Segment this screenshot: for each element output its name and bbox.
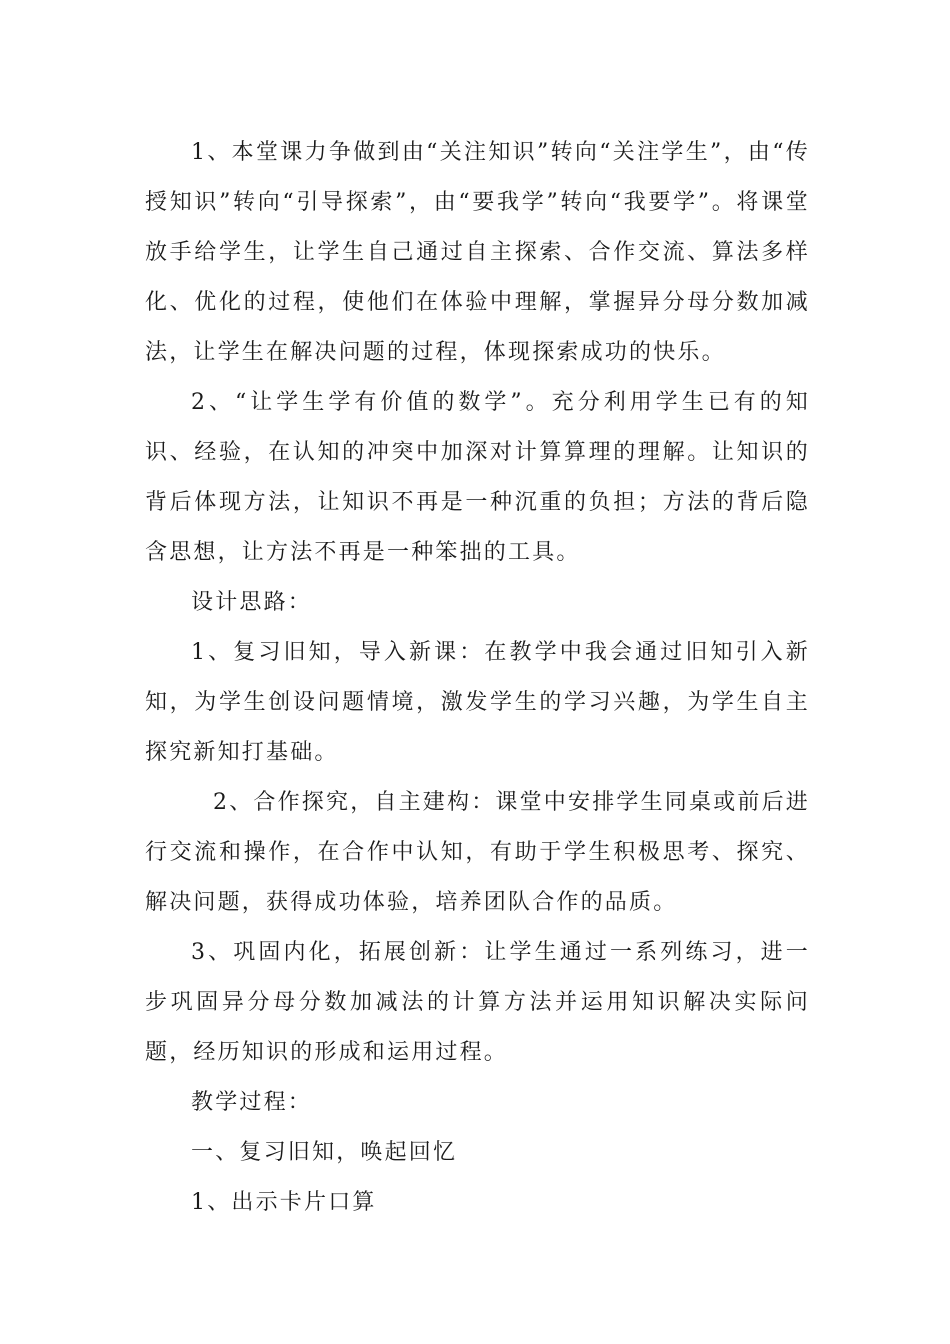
design-idea-2: 2、合作探究，自主建构：课堂中安排学生同桌或前后进行交流和操作，在合作中认知，有助于学生积极思考、探究、解决问题，获得成功体验，培养团队合作的品质。 — [145, 790, 810, 915]
design-ideas-heading: 设计思路： — [191, 590, 313, 615]
design-idea-1: 1、复习旧知，导入新课：在教学中我会通过旧知引入新知，为学生创设问题情境，激发学生的学习兴趣，为学生自主探究新知打基础。 — [145, 640, 810, 765]
design-idea-3: 3、巩固内化，拓展创新：让学生通过一系列练习，进一步巩固异分母分数加减法的计算方法并运用知识解决实际问题，经历知识的形成和运用过程。 — [145, 940, 810, 1065]
paragraph-reflection-1: 1、本堂课力争做到由“关注知识”转向“关注学生”，由“传授知识”转向“引导探索”，由“要我学”转向“我要学”。将课堂放手给学生，让学生自己通过自主探索、合作交流、算法多样化、优化的过程，使他们在体验中理解，掌握异分母分数加减法，让学生在解决问题的过程，体现探索成功的快乐。 — [145, 140, 810, 365]
paragraph-reflection-2: 2、“让学生学有价值的数学”。充分利用学生已有的知识、经验，在认知的冲突中加深对计算算理的理解。让知识的背后体现方法，让知识不再是一种沉重的负担；方法的背后隐含思想，让方法不再是一种笨拙的工具。 — [145, 390, 810, 565]
teaching-process-heading: 教学过程： — [191, 1090, 313, 1115]
list-item-card-mental-calc: 1、出示卡片口算 — [191, 1190, 377, 1215]
section-review-heading: 一、复习旧知，唤起回忆 — [191, 1140, 458, 1165]
